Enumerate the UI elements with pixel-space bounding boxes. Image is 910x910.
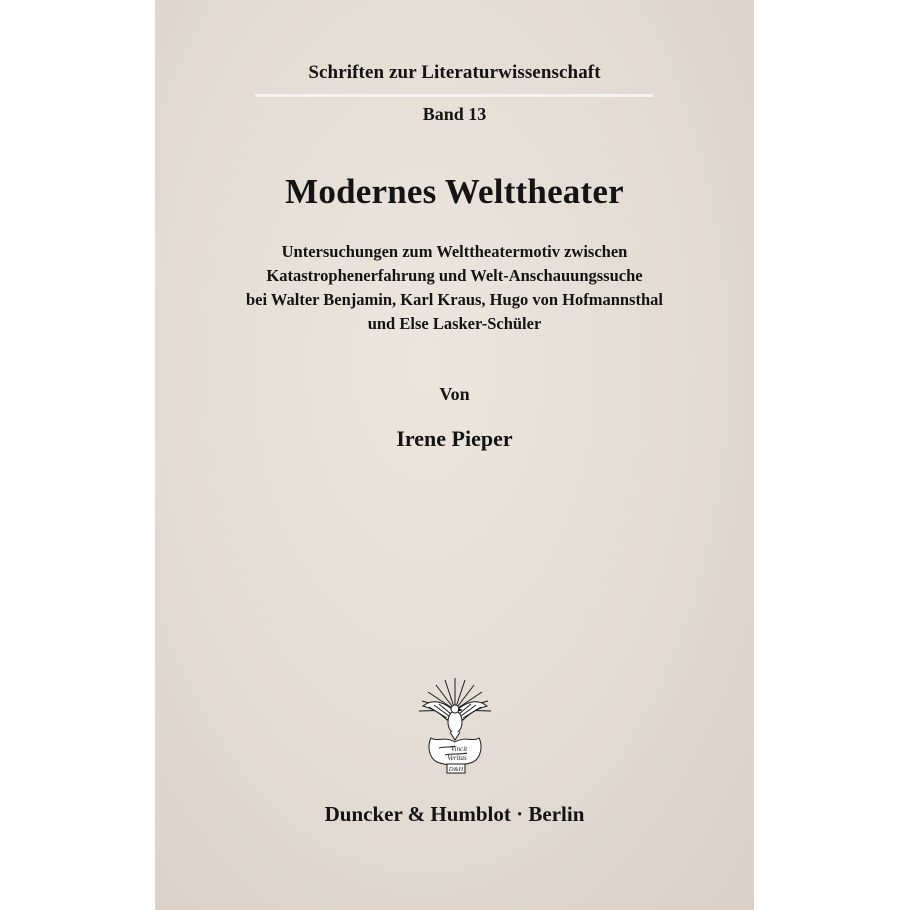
volume-number: Band 13 — [422, 104, 487, 124]
series-title: Schriften zur Literaturwissenschaft — [308, 62, 601, 83]
subtitle-line: Katastrophenerfahrung und Welt-Anschauungssuche — [266, 266, 643, 285]
book-subtitle — [155, 240, 754, 336]
emblem-motto-line: Veritas — [447, 754, 467, 762]
eagle-sunburst-emblem-icon — [417, 676, 493, 776]
by-label: Von — [439, 384, 470, 404]
subtitle-line: und Else Lasker-Schüler — [367, 314, 542, 333]
book-title: Modernes Welttheater — [285, 172, 624, 211]
series-divider — [255, 94, 653, 97]
publisher-line: Duncker & Humblot · Berlin — [324, 802, 585, 826]
subtitle-line: Untersuchungen zum Welttheatermotiv zwischen — [281, 242, 628, 261]
emblem-motto-line: Vincit — [450, 745, 468, 753]
subtitle-line: bei Walter Benjamin, Karl Kraus, Hugo von Hofmannsthal — [246, 290, 663, 309]
book-cover — [155, 0, 754, 910]
emblem-monogram: D&H — [448, 766, 464, 773]
author-name: Irene Pieper — [396, 426, 513, 451]
